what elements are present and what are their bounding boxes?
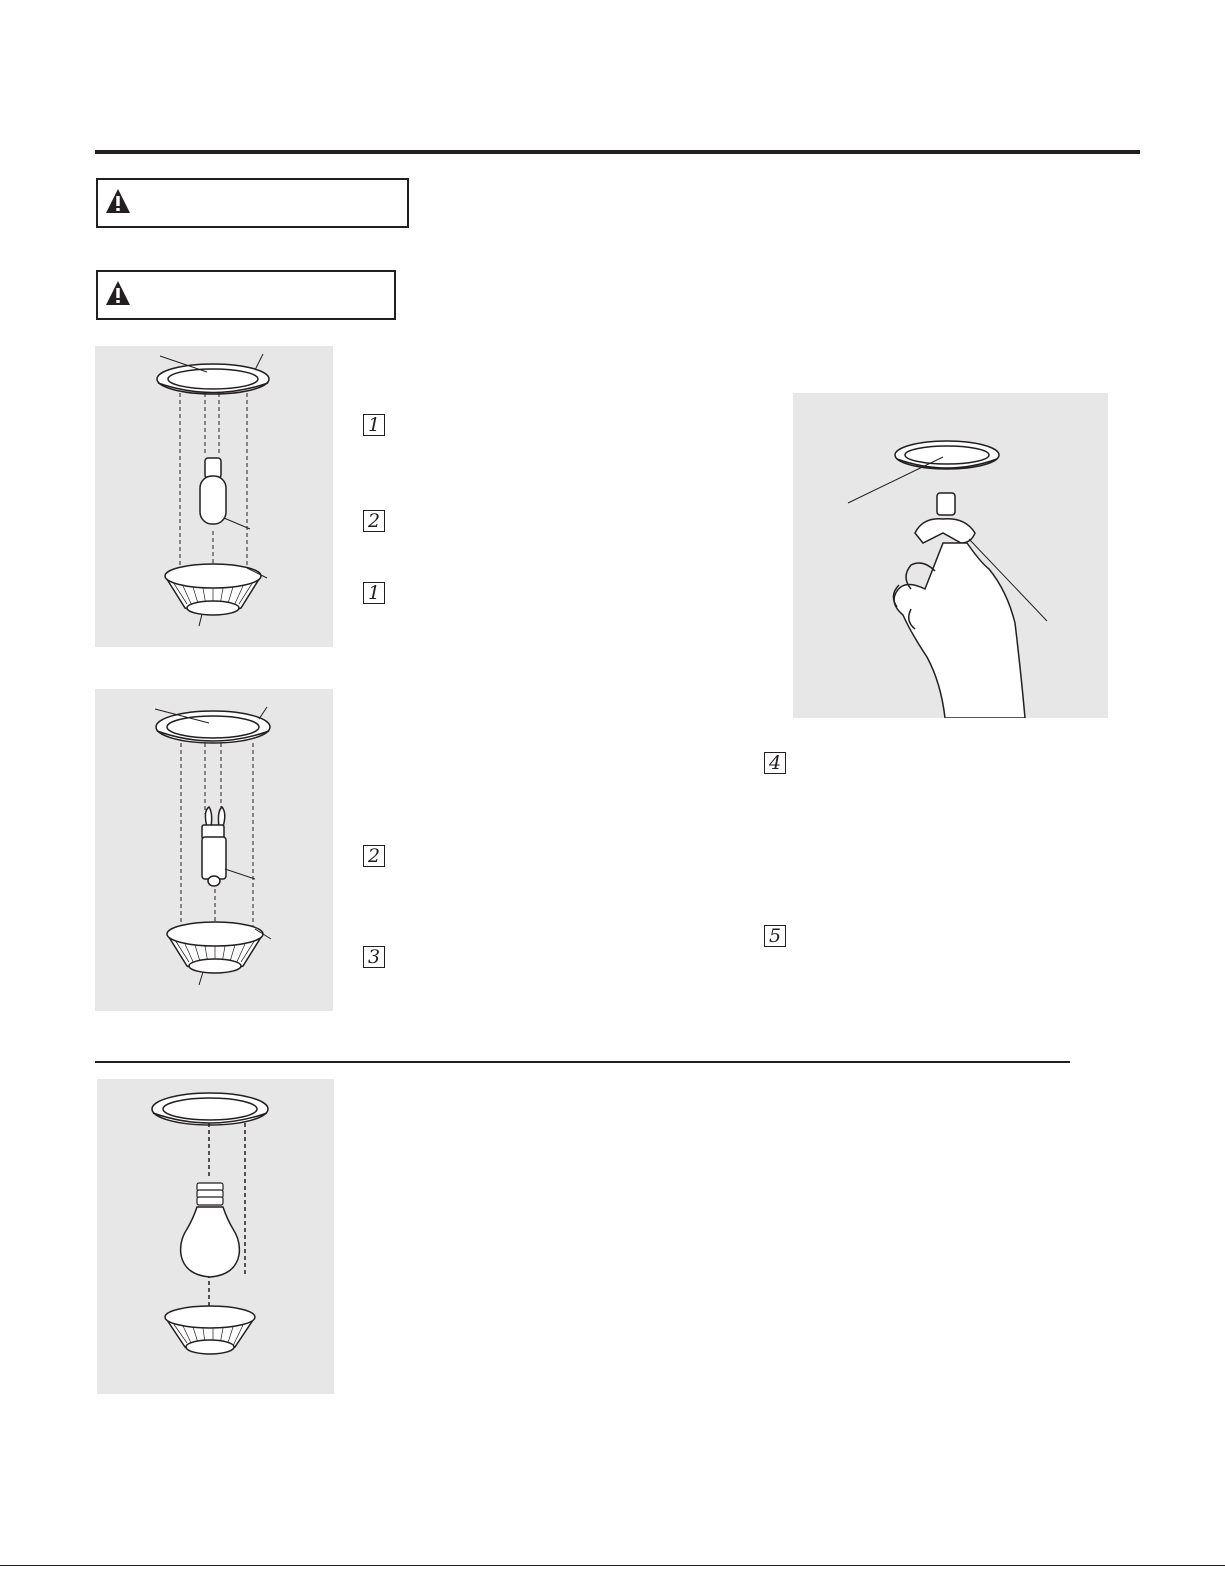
step-number: 2 (363, 510, 385, 532)
warning-box-2 (96, 270, 396, 320)
step-number: 4 (764, 752, 786, 774)
step-number: 1 (363, 582, 385, 604)
step-number: 3 (363, 946, 385, 968)
section-divider (95, 1061, 1070, 1063)
figure-halogen-bulb-type-2 (95, 689, 333, 1011)
warning-triangle-icon (105, 280, 131, 306)
warning-box-1 (96, 178, 409, 228)
figure-halogen-bulb-type-1 (95, 346, 333, 647)
step-number: 2 (363, 845, 385, 867)
figure-incandescent-bulb (97, 1079, 334, 1394)
warning-triangle-icon (105, 188, 131, 214)
footer-rule (0, 1565, 1225, 1566)
header-rule (95, 150, 1140, 154)
figure-hand-inserting-bulb (793, 393, 1108, 718)
step-number: 5 (764, 925, 786, 947)
step-number: 1 (363, 414, 385, 436)
